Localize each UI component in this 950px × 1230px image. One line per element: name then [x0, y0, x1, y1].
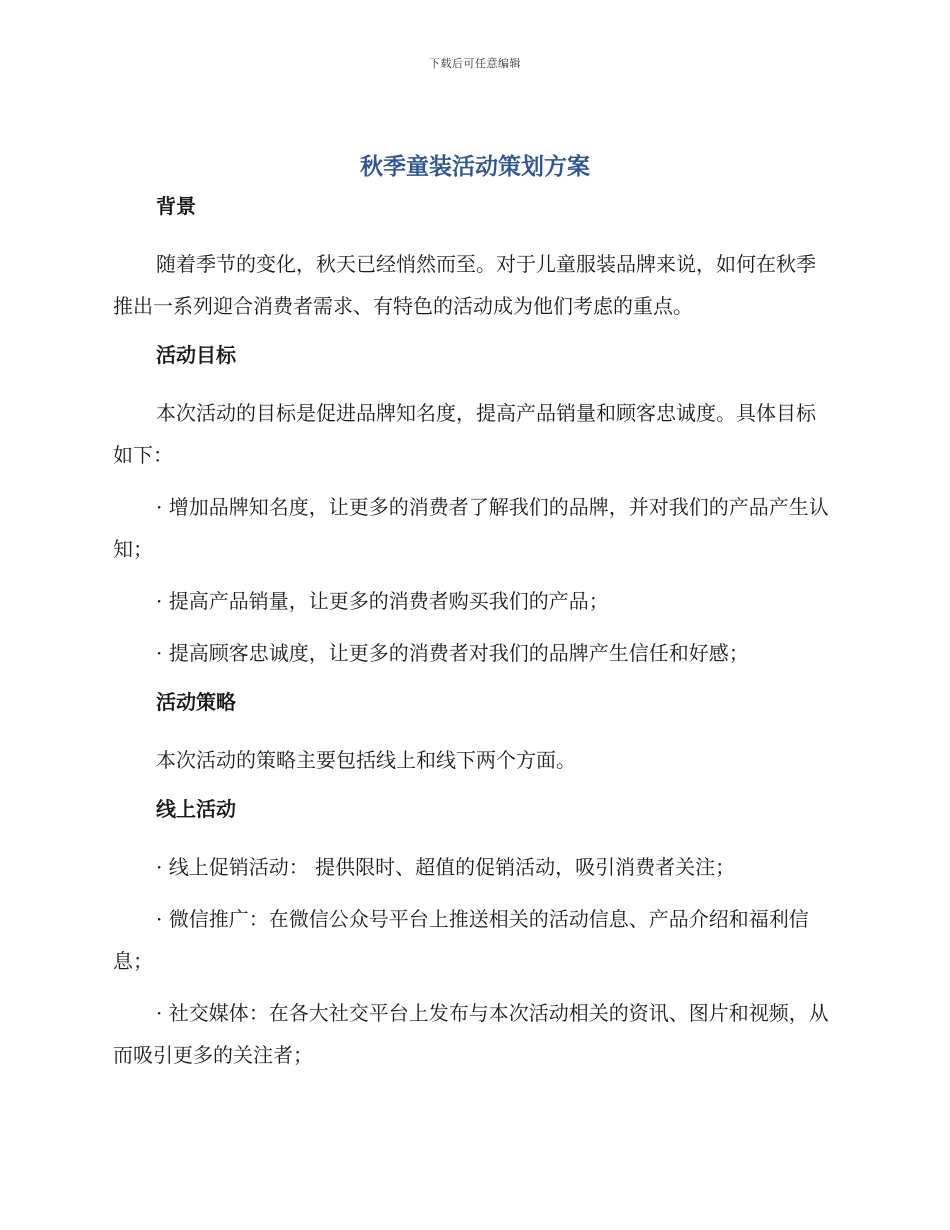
- document-title: 秋季童装活动策划方案: [360, 154, 590, 180]
- document-body: [113, 190, 833, 1076]
- header-note: 下载后可任意编辑: [429, 57, 521, 70]
- heading-strategy: 活动策略: [156, 690, 236, 714]
- list-item-online-3: · 社交媒体：在各大社交平台上发布与本次活动相关的资讯、图片和视频，从而吸引更多的关注者；: [113, 1001, 829, 1067]
- list-item-online-2: · 微信推广：在微信公众号平台上推送相关的活动信息、产品介绍和福利信息；: [113, 907, 809, 973]
- list-item-goal-1: · 增加品牌知名度，让更多的消费者了解我们的品牌，并对我们的产品产生认知；: [113, 495, 829, 561]
- list-item-online-1: · 线上促销活动： 提供限时、超值的促销活动，吸引消费者关注；: [156, 855, 736, 879]
- paragraph-background: 随着季节的变化，秋天已经悄然而至。对于儿童服装品牌来说，如何在秋季推出一系列迎合消费者需求、有特色的活动成为他们考虑的重点。: [113, 252, 816, 318]
- heading-goals: 活动目标: [156, 343, 236, 367]
- heading-background: 背景: [156, 194, 196, 218]
- paragraph-goals-intro: 本次活动的目标是促进品牌知名度，提高产品销量和顾客忠诚度。具体目标如下：: [113, 401, 816, 467]
- list-item-goal-3: · 提高顾客忠诚度，让更多的消费者对我们的品牌产生信任和好感；: [156, 641, 749, 665]
- paragraph-strategy: 本次活动的策略主要包括线上和线下两个方面。: [156, 748, 576, 772]
- heading-online: 线上活动: [156, 797, 236, 821]
- list-item-goal-2: · 提高产品销量，让更多的消费者购买我们的产品；: [156, 589, 609, 613]
